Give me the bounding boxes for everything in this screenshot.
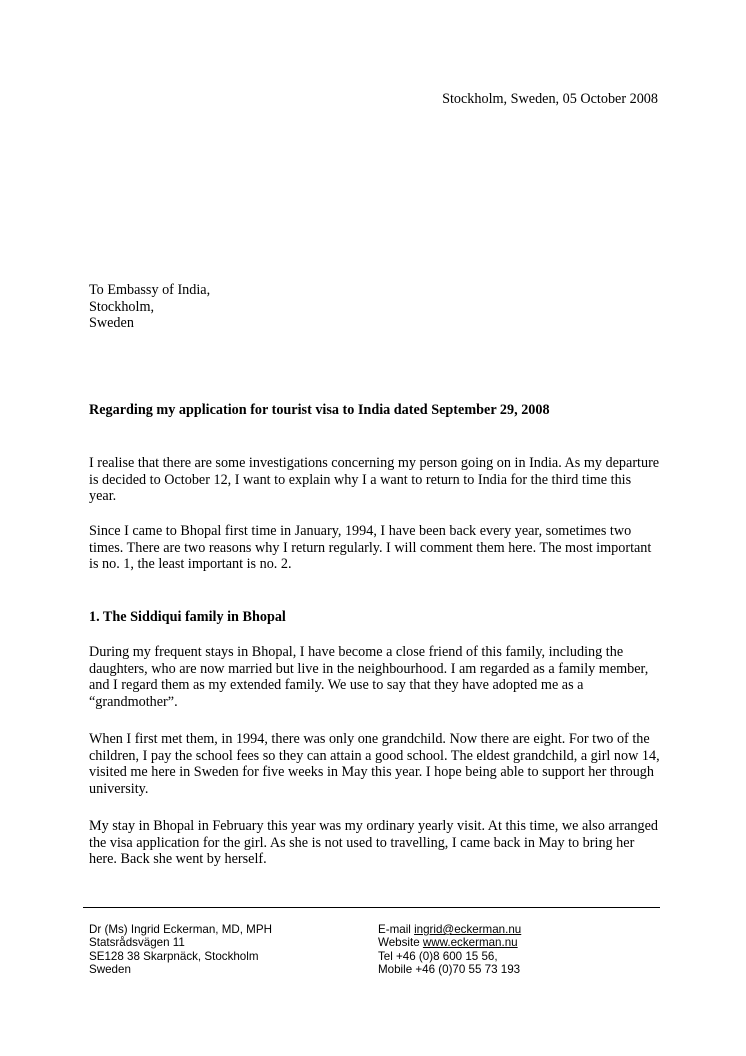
website-label: Website bbox=[378, 936, 423, 950]
dateline: Stockholm, Sweden, 05 October 2008 bbox=[442, 91, 658, 107]
email-label: E-mail bbox=[378, 923, 415, 936]
paragraph-5: My stay in Bhopal in February this year was my ordinary yearly visit. At this time, we also arranged the visa application for the girl. As she is not used to travelling, I came back in May to bring her here. Back she went by herself. bbox=[89, 818, 658, 868]
footer-address bbox=[89, 923, 272, 977]
footer-name: Dr (Ms) Ingrid Eckerman, MD, MPH bbox=[89, 923, 272, 936]
recipient-address bbox=[89, 282, 210, 332]
paragraph-3: During my frequent stays in Bhopal, I have become a close friend of this family, including the daughters, who are now married but live in the neighbourhood. I am regarded as a family member, and I regard them as my extended family. We use to say that they have adopted me as a “grandmother”. bbox=[89, 644, 649, 710]
footer-country: Sweden bbox=[89, 963, 131, 977]
section-heading: 1. The Siddiqui family in Bhopal bbox=[89, 609, 286, 625]
recipient-line-2: Stockholm, bbox=[89, 298, 155, 315]
paragraph-2: Since I came to Bhopal first time in January, 1994, I have been back every year, sometimes two times. There are two reasons why I return regularly. I will comment them here. The most important is no. 1, the least important is no. 2. bbox=[89, 523, 652, 573]
footer-divider bbox=[83, 907, 660, 908]
footer-email-row bbox=[378, 923, 521, 936]
email-link[interactable]: ingrid@eckerman.nu bbox=[414, 923, 522, 936]
footer-street: Statsrådsvägen 11 bbox=[89, 936, 185, 950]
footer-website-row bbox=[378, 936, 521, 949]
paragraph-4: When I first met them, in 1994, there was only one grandchild. Now there are eight. For two of the children, I pay the school fees so they can attain a good school. The eldest grandchild, a girl now 14, visited me here in Sweden for five weeks in May this year. I hope being able to support her through university. bbox=[89, 731, 660, 797]
subject-line: Regarding my application for tourist visa to India dated September 29, 2008 bbox=[89, 402, 550, 418]
recipient-line-1: To Embassy of India, bbox=[89, 282, 211, 298]
recipient-line-3: Sweden bbox=[89, 315, 134, 332]
website-link[interactable]: www.eckerman.nu bbox=[422, 936, 518, 950]
footer-mobile: Mobile +46 (0)70 55 73 193 bbox=[378, 963, 521, 977]
paragraph-1: I realise that there are some investigations concerning my person going on in India. As my departure is decided to October 12, I want to explain why I a want to return to India for the third time this year. bbox=[89, 455, 660, 505]
footer-tel: Tel +46 (0)8 600 15 56, bbox=[378, 949, 498, 963]
footer-postal: SE128 38 Skarpnäck, Stockholm bbox=[89, 949, 259, 963]
footer-contact bbox=[378, 923, 521, 977]
